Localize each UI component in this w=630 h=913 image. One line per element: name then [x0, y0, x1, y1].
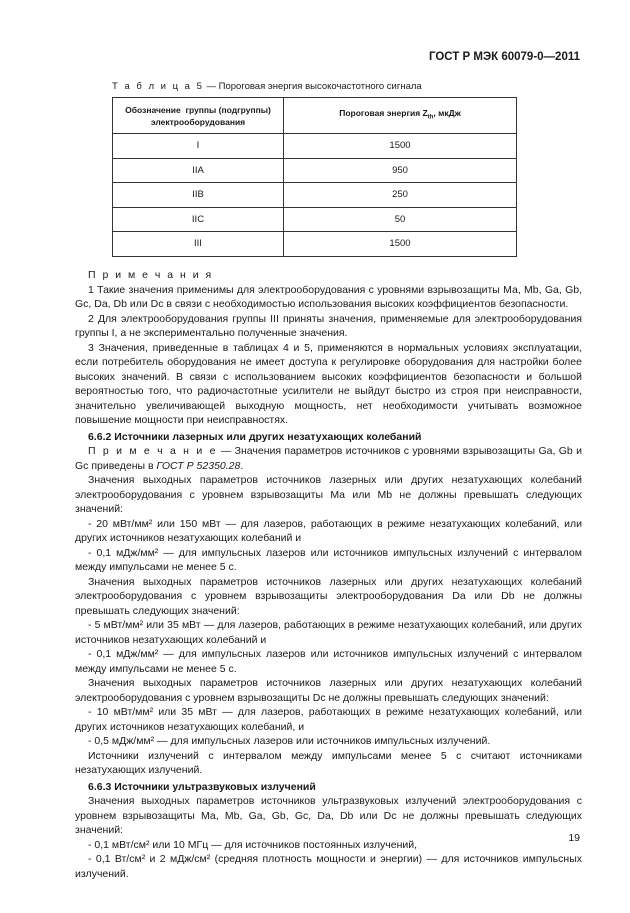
group-cell: IIB: [113, 183, 284, 208]
section-note-6-6-2: [75, 444, 582, 473]
table-row: [113, 183, 517, 208]
table-header-row: [113, 98, 517, 134]
page-number: 19: [568, 832, 580, 844]
paragraph: Источники излучений с интервалом между импульсами менее 5 с считают источниками незатухающих излучений.: [75, 749, 582, 776]
group-cell: I: [113, 134, 284, 159]
note-end: .: [240, 459, 244, 472]
value-cell: 1500: [284, 232, 517, 257]
col-energy-header: Пороговая энергия $Z_{th}$, мкДж: [284, 98, 517, 134]
col-group-header: Обозначение группы (подгруппы) электрооборудования: [113, 98, 284, 134]
table-row: [113, 158, 517, 183]
list-item: - 10 мВт/мм² или 35 мВт — для лазеров, работающих в режиме незатухающих колебаний, или других источников незатухающих колебаний, и: [75, 706, 582, 733]
paragraph: Значения выходных параметров источников лазерных или других незатухающих колебаний электрооборудования с уровнем взрывозащиты Ма или Мb не должны превышать следующих значений:: [75, 474, 582, 515]
paragraph: Значения выходных параметров источников лазерных или других незатухающих колебаний электрооборудования с уровнем взрывозащиты Dc не должны превышать следующих значений:: [75, 677, 582, 704]
note-3: 3 Значения, приведенные в таблицах 4 и 5, применяются в нормальных условиях эксплуатации, если потребитель оборудования не имеет доступа к регулировке оборудования для настройки более высоких значений. В связи с использованием высоких коэффициентов безопасности и большой вероятностью того, что радиочастотные усилители не выйдут быстро из строя при неисправности, значительно увеличивающей выходную мощность, нет необходимости учитывать возможное повышение мощности при неисправностях.: [75, 341, 582, 426]
section-heading-6-6-2: 6.6.2 Источники лазерных или других незатухающих колебаний: [88, 430, 422, 443]
list-item: - 5 мВт/мм² или 35 мВт — для лазеров, работающих в режиме незатухающих колебаний, или других источников незатухающих колебаний и: [75, 619, 582, 646]
list-item: - 0,1 мВт/см² или 10 МГц — для источников постоянных излучений,: [88, 838, 418, 851]
value-cell: 1500: [284, 134, 517, 159]
list-item: - 0,5 мДж/мм² — для импульсных лазеров или источников импульсных излучений.: [88, 735, 491, 747]
table-row: [113, 232, 517, 257]
notes-block: [75, 268, 582, 881]
list-item: - 0,1 мДж/мм² — для импульсных лазеров или источников импульсных излучений с интервалом между импульсами не менее 5 с.: [75, 648, 582, 675]
note-reference: ГОСТ Р 52350.28: [156, 459, 241, 472]
paragraph: Значения выходных параметров источников ультразвуковых излучений электрооборудования с уровнем взрывозащиты Ма, Мb, Ga, Gb, Gc, Da, Db или Dc не должны превышать следующих значений:: [75, 795, 582, 836]
group-cell: IIA: [113, 158, 284, 183]
doc-header: ГОСТ Р МЭК 60079-0—2011: [428, 51, 580, 63]
section-heading-6-6-3: 6.6.3 Источники ультразвуковых излучений: [88, 780, 316, 793]
list-item: - 20 мВт/мм² или 150 мВт — для лазеров, работающих в режиме незатухающих колебаний, или других источников незатухающих колебаний и: [75, 517, 582, 544]
table-caption: [112, 81, 422, 92]
notes-title: П р и м е ч а н и я: [88, 269, 214, 281]
note-1: 1 Такие значения применимы для электрооборудования с уровнями взрывозащиты Ма, Мb, Ga, Gb, Gc, Da, Db или Dc в связи с необходимостью использования высоких коэффициентов безопасности.: [75, 283, 582, 310]
value-cell: 250: [284, 183, 517, 208]
value-cell: 50: [284, 207, 517, 232]
paragraph: Значения выходных параметров источников лазерных или других незатухающих колебаний электрооборудования с уровнем взрывозащиты электрооборудования Da или Db не должны превышать следующих значений:: [75, 575, 582, 617]
note-text: — Значения параметров источников с уровнями взрывозащиты Ga, Gb и Gc приведены в: [75, 445, 582, 472]
note-prefix: П р и м е ч а н и е: [88, 445, 218, 457]
threshold-energy-table: [112, 97, 517, 257]
list-item: - 0,1 мДж/мм² — для импульсных лазеров или источников импульсных излучений с интервалом между импульсами не менее 5 с.: [75, 546, 582, 573]
group-cell: III: [113, 232, 284, 257]
table-row: [113, 134, 517, 159]
table-row: [113, 207, 517, 232]
table-caption-text: — Пороговая энергия высокочастотного сигнала: [203, 81, 422, 92]
group-cell: IIC: [113, 207, 284, 232]
value-cell: 950: [284, 158, 517, 183]
table-caption-prefix: Т а б л и ц а 5: [112, 81, 204, 92]
note-2: 2 Для электрооборудования группы III приняты значения, применяемые для электрооборудования группы I, а не экспериментально полученные значения.: [75, 312, 582, 339]
list-item: - 0,1 Вт/см² и 2 мДж/см² (средняя плотность мощности и энергии) — для источников импульсных излучений.: [75, 853, 582, 880]
